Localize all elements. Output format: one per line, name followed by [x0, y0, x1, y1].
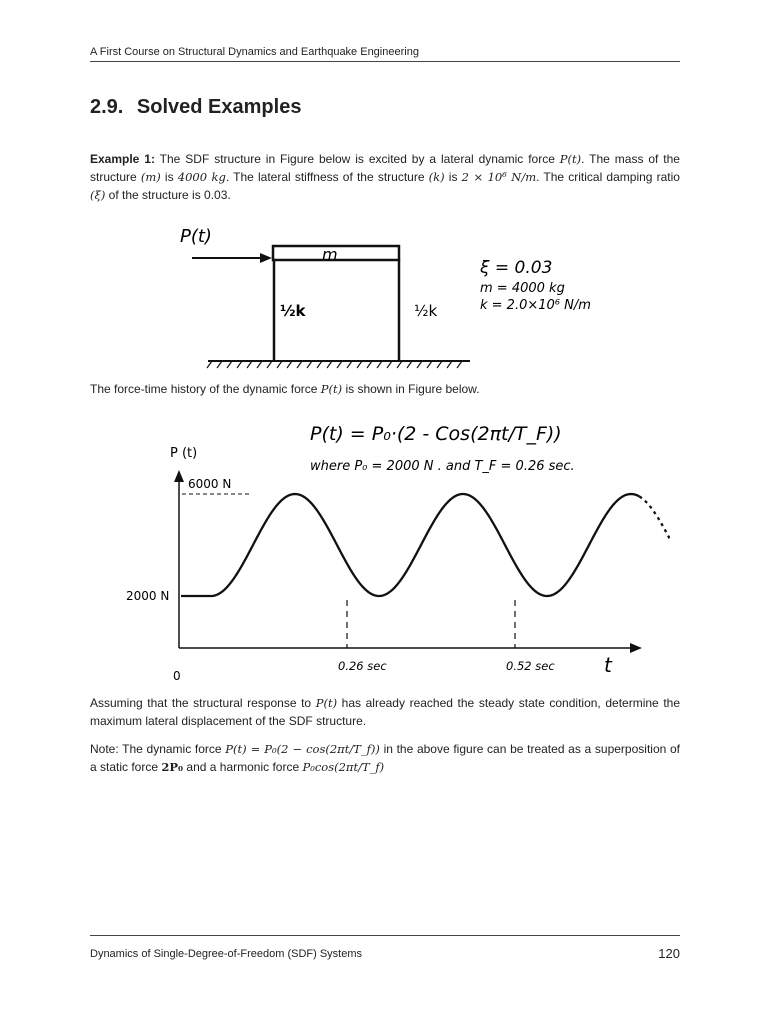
question-text: has already reached the steady state condition, determine the maximum lateral displacement of the SDF structure. [90, 696, 680, 728]
math-mass-value: 4000 kg [177, 170, 226, 184]
footer-rule [90, 935, 680, 936]
example-text: of the structure is 0.03. [108, 188, 231, 202]
chapter-footer: Dynamics of Single-Degree-of-Freedom (SDF) Systems [90, 948, 363, 960]
section-title: Solved Examples [136, 96, 302, 118]
x-axis-label: t [604, 653, 612, 677]
x-axis-arrow-icon [630, 643, 642, 653]
right-stiffness-label: ½k [414, 302, 438, 320]
force-curve-continuation [639, 497, 670, 552]
math-stiffness-value: 2 × 10⁶ N/m [461, 170, 537, 184]
math-mass-symbol: (m) [140, 170, 161, 184]
arrow-head-icon [260, 253, 272, 263]
force-label: P(t) [180, 226, 212, 247]
example-label: Example 1: [90, 152, 155, 166]
force-history-intro [90, 380, 680, 398]
math-force: P(t) [559, 152, 582, 166]
force-history-figure [110, 408, 670, 688]
example-text: . The lateral stiffness of the structure [225, 170, 425, 184]
example-text: The SDF structure in Figure below is excited by a lateral dynamic force [159, 152, 555, 166]
math-harmonic-force: P₀cos(2πt/T_f) [302, 760, 385, 774]
book-title-header: A First Course on Structural Dynamics and Earthquake Engineering [90, 46, 419, 58]
example-text: is [164, 170, 174, 184]
section-heading [90, 96, 301, 119]
example-text: . The critical damping ratio [536, 170, 680, 184]
math-force: P(t) [315, 696, 338, 710]
page-number: 120 [658, 946, 680, 961]
ground-hatching [207, 361, 462, 368]
intro-text: is shown in Figure below. [345, 382, 480, 396]
sdf-structure-figure [170, 218, 610, 370]
mass-param: m = 4000 kg [480, 281, 565, 296]
example-paragraph [90, 150, 680, 204]
stiffness-param: k = 2.0×10⁶ N/m [480, 298, 591, 313]
force-curve [181, 494, 639, 596]
note-text: in the above figure can be treated as a superposition of a static force [90, 742, 680, 774]
question-paragraph [90, 694, 680, 730]
math-stiffness-symbol: (k) [428, 170, 445, 184]
left-stiffness-label: ½k [280, 302, 306, 320]
y-axis-arrow-icon [174, 470, 184, 482]
math-force-equation: P(t) = P₀(2 − cos(2πt/T_f)) [225, 742, 380, 756]
note-text: Note: The dynamic force [90, 742, 222, 756]
section-number: 2.9. [90, 96, 124, 118]
math-static-force: 2P₀ [161, 760, 184, 774]
parameters-text: where P₀ = 2000 N . and T_F = 0.26 sec. [310, 459, 575, 474]
note-text: and a harmonic force [186, 760, 300, 774]
tick-label-1: 0.26 sec [338, 659, 387, 673]
mass-label: m [322, 245, 338, 264]
example-text: . The mass of the structure [90, 152, 680, 184]
note-paragraph [90, 740, 680, 776]
force-equation: P(t) = P₀·(2 - Cos(2πt/T_F)) [310, 423, 562, 445]
math-damping-symbol: (ξ) [90, 188, 106, 202]
example-text: is [448, 170, 458, 184]
math-force: P(t) [320, 382, 343, 396]
intro-text: The force-time history of the dynamic force [90, 382, 318, 396]
max-value-label: 6000 N [188, 477, 232, 491]
y-axis-label: P (t) [170, 446, 198, 461]
base-value-label: 2000 N [126, 589, 170, 603]
damping-param: ξ = 0.03 [480, 258, 553, 278]
tick-label-2: 0.52 sec [506, 659, 555, 673]
header-rule [90, 61, 680, 62]
question-text: Assuming that the structural response to [90, 696, 312, 710]
origin-label: 0 [173, 669, 181, 683]
